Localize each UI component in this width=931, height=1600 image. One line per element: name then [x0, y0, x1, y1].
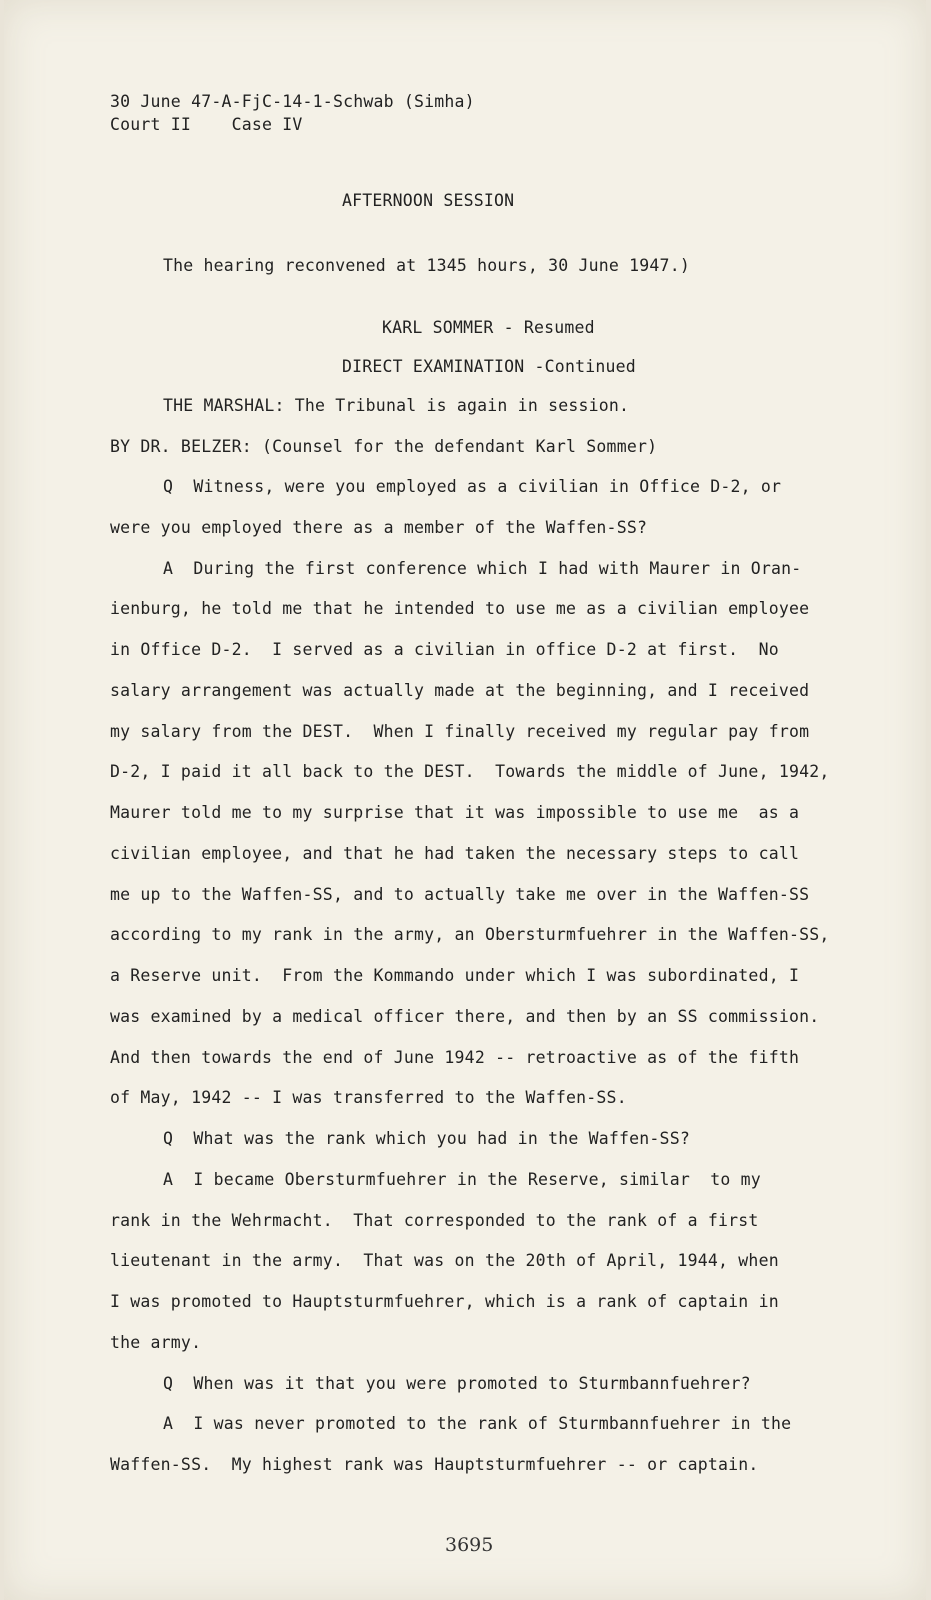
body-line: my salary from the DEST. When I finally received my regular pay from: [110, 722, 810, 741]
page-number: 3695: [445, 1534, 494, 1556]
reconvened-line: The hearing reconvened at 1345 hours, 30 June 1947.): [163, 256, 690, 275]
body-line: salary arrangement was actually made at the beginning, and I received: [110, 681, 810, 700]
body-line: ienburg, he told me that he intended to use me as a civilian employee: [110, 599, 810, 618]
body-line: A I became Obersturmfuehrer in the Reserve, similar to my: [163, 1170, 761, 1189]
body-line: Q Witness, were you employed as a civilian in Office D-2, or: [163, 477, 782, 496]
body-line: lieutenant in the army. That was on the 20th of April, 1944, when: [110, 1251, 779, 1270]
body-line: me up to the Waffen-SS, and to actually take me over in the Waffen-SS: [110, 885, 810, 904]
body-line: according to my rank in the army, an Obersturmfuehrer in the Waffen-SS,: [110, 925, 830, 944]
header-line-1: 30 June 47-A-FjC-14-1-Schwab (Simha): [110, 92, 475, 111]
session-title: AFTERNOON SESSION: [342, 191, 515, 210]
body-line: Maurer told me to my surprise that it was impossible to use me as a: [110, 803, 800, 822]
witness-heading: KARL SOMMER - Resumed: [382, 318, 595, 337]
body-line: Waffen-SS. My highest rank was Hauptsturmfuehrer -- or captain.: [110, 1455, 759, 1474]
body-line: the army.: [110, 1333, 202, 1352]
header-line-2: Court II Case IV: [110, 115, 303, 134]
body-line: And then towards the end of June 1942 -- retroactive as of the fifth: [110, 1048, 800, 1067]
body-line: I was promoted to Hauptsturmfuehrer, which is a rank of captain in: [110, 1292, 779, 1311]
document-page: [4, 0, 926, 1600]
counsel-line: BY DR. BELZER: (Counsel for the defendant Karl Sommer): [110, 437, 658, 456]
body-line: D-2, I paid it all back to the DEST. Towards the middle of June, 1942,: [110, 762, 830, 781]
body-line: Q What was the rank which you had in the Waffen-SS?: [163, 1129, 690, 1148]
body-line: were you employed there as a member of the Waffen-SS?: [110, 518, 648, 537]
body-line: Q When was it that you were promoted to Sturmbannfuehrer?: [163, 1374, 751, 1393]
body-line: was examined by a medical officer there, and then by an SS commission.: [110, 1007, 820, 1026]
body-line: in Office D-2. I served as a civilian in office D-2 at first. No: [110, 640, 779, 659]
marshal-line: THE MARSHAL: The Tribunal is again in session.: [163, 396, 630, 415]
body-line: A I was never promoted to the rank of Sturmbannfuehrer in the: [163, 1414, 792, 1433]
body-line: civilian employee, and that he had taken the necessary steps to call: [110, 844, 800, 863]
body-line: A During the first conference which I had with Maurer in Oran-: [163, 559, 802, 578]
body-line: a Reserve unit. From the Kommando under which I was subordinated, I: [110, 966, 800, 985]
body-line: rank in the Wehrmacht. That corresponded to the rank of a first: [110, 1211, 759, 1230]
body-line: of May, 1942 -- I was transferred to the Waffen-SS.: [110, 1088, 627, 1107]
exam-heading: DIRECT EXAMINATION -Continued: [342, 357, 636, 376]
